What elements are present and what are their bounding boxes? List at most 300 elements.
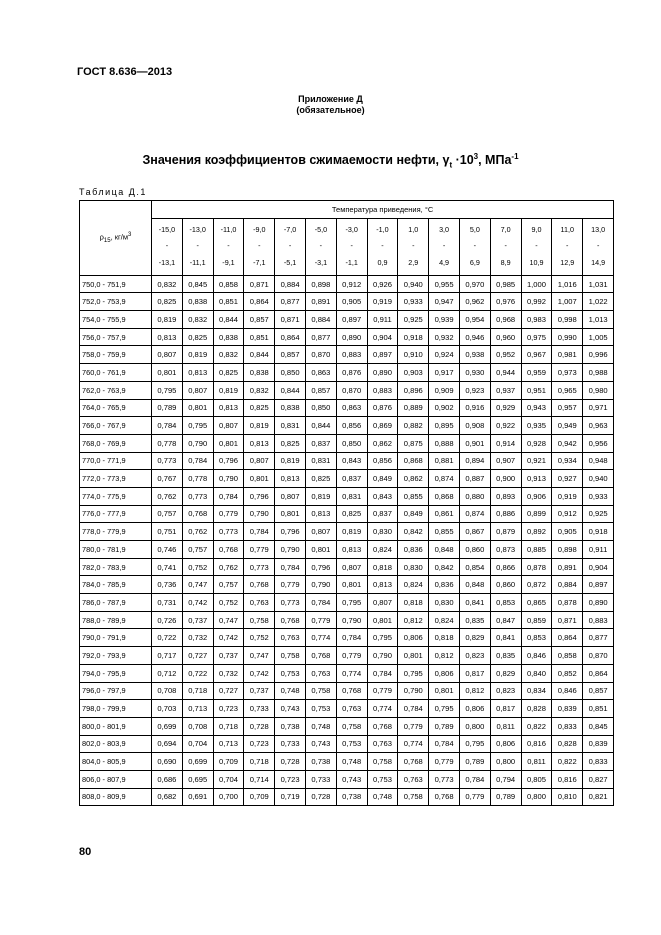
coefficient-cell: 0,801: [244, 470, 275, 488]
coefficient-cell: 0,801: [398, 647, 429, 665]
coefficient-cell: 0,784: [429, 735, 460, 753]
coefficient-cell: 0,985: [490, 275, 521, 293]
density-range-cell: 760,0 - 761,9: [80, 364, 152, 382]
coefficient-cell: 0,743: [336, 770, 367, 788]
coefficient-cell: 0,843: [336, 452, 367, 470]
density-range-cell: 774,0 - 775,9: [80, 487, 152, 505]
coefficient-cell: 0,784: [367, 664, 398, 682]
coefficient-cell: 0,807: [244, 452, 275, 470]
coefficient-cell: 0,827: [583, 770, 614, 788]
coefficient-cell: 0,813: [182, 364, 213, 382]
coefficient-cell: 0,851: [583, 700, 614, 718]
table-row: [80, 788, 614, 806]
coefficient-cell: 0,981: [552, 346, 583, 364]
coefficient-cell: 0,929: [490, 399, 521, 417]
coefficient-cell: 0,813: [244, 434, 275, 452]
coefficient-cell: 0,747: [244, 647, 275, 665]
coefficient-cell: 0,825: [275, 434, 306, 452]
coefficient-cell: 0,768: [244, 576, 275, 594]
coefficient-cell: 0,779: [244, 541, 275, 559]
coefficient-cell: 0,805: [521, 770, 552, 788]
coefficient-cell: 0,858: [552, 647, 583, 665]
coefficient-cell: 0,968: [490, 311, 521, 329]
coefficient-cell: 0,695: [182, 770, 213, 788]
coefficient-cell: 1,022: [583, 293, 614, 311]
coefficient-cell: 0,758: [275, 647, 306, 665]
coefficient-cell: 0,800: [490, 753, 521, 771]
coefficient-cell: 0,762: [152, 487, 183, 505]
coefficient-cell: 0,795: [429, 700, 460, 718]
coefficient-cell: 0,806: [490, 735, 521, 753]
coefficient-cell: 0,812: [459, 682, 490, 700]
density-range-cell: 762,0 - 763,9: [80, 381, 152, 399]
coefficient-cell: 0,818: [429, 629, 460, 647]
table-row: [80, 700, 614, 718]
range-end: 10,9: [529, 257, 544, 267]
table-row: [80, 470, 614, 488]
table-row: [80, 381, 614, 399]
coefficient-cell: 0,934: [552, 452, 583, 470]
title-subscript: t: [449, 160, 453, 170]
coefficient-cell: 0,813: [305, 505, 336, 523]
range-dash: -: [288, 241, 292, 251]
table-row: [80, 611, 614, 629]
coefficient-cell: 0,912: [552, 505, 583, 523]
coefficient-cell: 0,763: [367, 735, 398, 753]
coefficient-cell: 0,712: [152, 664, 183, 682]
coefficient-cell: 0,763: [305, 664, 336, 682]
coefficient-cell: 0,758: [398, 788, 429, 806]
coefficient-cell: 0,850: [305, 399, 336, 417]
coefficient-cell: 0,768: [367, 717, 398, 735]
coefficient-cell: 0,821: [583, 788, 614, 806]
coefficient-cell: 0,891: [305, 293, 336, 311]
table-row: [80, 452, 614, 470]
coefficient-cell: 0,862: [398, 470, 429, 488]
coefficient-cell: 0,909: [429, 381, 460, 399]
coefficient-cell: 0,825: [152, 293, 183, 311]
coefficient-cell: 0,733: [305, 770, 336, 788]
coefficient-cell: 0,727: [182, 647, 213, 665]
coefficient-cell: 0,824: [429, 611, 460, 629]
coefficient-cell: 0,738: [275, 717, 306, 735]
table-row: [80, 311, 614, 329]
coefficient-cell: 0,773: [244, 558, 275, 576]
coefficient-cell: 0,773: [182, 487, 213, 505]
coefficient-cell: 0,890: [336, 328, 367, 346]
coefficient-cell: 0,743: [275, 700, 306, 718]
coefficient-cell: 0,857: [583, 682, 614, 700]
coefficient-cell: 0,807: [182, 381, 213, 399]
coefficient-cell: 0,900: [490, 470, 521, 488]
coefficient-cell: 0,784: [244, 523, 275, 541]
coefficient-cell: 0,859: [521, 611, 552, 629]
coefficient-cell: 0,851: [213, 293, 244, 311]
coefficient-cell: 0,832: [213, 346, 244, 364]
coefficient-cell: 0,773: [152, 452, 183, 470]
density-range-cell: 802,0 - 803,9: [80, 735, 152, 753]
coefficient-cell: 0,832: [152, 275, 183, 293]
coefficient-cell: 0,844: [275, 381, 306, 399]
coefficient-cell: 0,774: [336, 664, 367, 682]
coefficient-cell: 0,813: [336, 541, 367, 559]
density-range-cell: 808,0 - 809,9: [80, 788, 152, 806]
table-row: [80, 328, 614, 346]
coefficient-cell: 0,967: [521, 346, 552, 364]
coefficient-cell: 0,863: [305, 364, 336, 382]
coefficient-cell: 0,795: [182, 417, 213, 435]
coefficient-cell: 0,825: [244, 399, 275, 417]
temperature-range-cell: [336, 218, 367, 275]
coefficient-cell: 0,789: [152, 399, 183, 417]
coefficient-cell: 0,823: [459, 647, 490, 665]
range-end: -7,1: [253, 257, 266, 267]
title-unit-exponent: -1: [511, 152, 519, 161]
coefficient-cell: 0,779: [429, 753, 460, 771]
density-range-cell: 792,0 - 793,9: [80, 647, 152, 665]
temperature-range-cell: [305, 218, 336, 275]
coefficient-cell: 0,917: [429, 364, 460, 382]
coefficient-cell: 0,856: [367, 452, 398, 470]
coefficient-cell: 0,694: [152, 735, 183, 753]
coefficient-cell: 0,975: [521, 328, 552, 346]
table-row: [80, 558, 614, 576]
coefficient-cell: 0,813: [213, 399, 244, 417]
coefficient-cell: 0,773: [275, 594, 306, 612]
coefficient-cell: 0,762: [213, 558, 244, 576]
coefficient-cell: 0,806: [398, 629, 429, 647]
coefficient-cell: 0,719: [275, 788, 306, 806]
range-dash: -: [504, 241, 507, 251]
coefficient-cell: 0,819: [182, 346, 213, 364]
table-row: [80, 523, 614, 541]
coefficient-cell: 0,861: [429, 505, 460, 523]
coefficient-cell: 0,857: [275, 346, 306, 364]
coefficient-cell: 0,784: [336, 629, 367, 647]
coefficient-cell: 0,779: [336, 647, 367, 665]
coefficient-cell: 0,736: [152, 576, 183, 594]
coefficient-cell: 0,790: [398, 682, 429, 700]
coefficient-cell: 0,874: [459, 505, 490, 523]
coefficient-cell: 0,848: [459, 576, 490, 594]
coefficient-cell: 0,865: [521, 594, 552, 612]
coefficient-cell: 0,828: [521, 700, 552, 718]
coefficient-cell: 0,784: [305, 594, 336, 612]
table-row: [80, 647, 614, 665]
range-end: -3,1: [314, 257, 328, 267]
coefficient-cell: 0,807: [152, 346, 183, 364]
coefficient-cell: 0,774: [398, 735, 429, 753]
coefficient-cell: 0,988: [583, 364, 614, 382]
coefficient-cell: 0,970: [459, 275, 490, 293]
coefficient-cell: 0,738: [305, 753, 336, 771]
coefficient-cell: 0,903: [398, 364, 429, 382]
coefficient-cell: 0,768: [429, 788, 460, 806]
coefficient-cell: 0,847: [490, 611, 521, 629]
range-dash: -: [165, 241, 169, 251]
coefficient-cell: 0,732: [213, 664, 244, 682]
coefficient-cell: 0,806: [459, 700, 490, 718]
coefficient-cell: 0,822: [521, 717, 552, 735]
range-end: 14,9: [591, 257, 606, 267]
coefficient-cell: 0,855: [429, 523, 460, 541]
density-range-cell: 778,0 - 779,9: [80, 523, 152, 541]
coefficient-cell: 0,743: [305, 735, 336, 753]
coefficient-cell: 0,883: [583, 611, 614, 629]
coefficient-cell: 0,933: [398, 293, 429, 311]
coefficient-cell: 0,852: [552, 664, 583, 682]
coefficient-cell: 0,717: [152, 647, 183, 665]
coefficient-cell: 0,841: [459, 594, 490, 612]
title-multiplier: ·10: [452, 153, 474, 168]
coefficient-cell: 0,825: [305, 470, 336, 488]
coefficient-cell: 0,784: [398, 700, 429, 718]
coefficient-cell: 0,849: [398, 505, 429, 523]
range-dash: -: [412, 241, 415, 251]
coefficient-cell: 0,801: [429, 682, 460, 700]
coefficient-cell: 0,904: [367, 328, 398, 346]
coefficient-cell: 0,856: [336, 417, 367, 435]
temperature-range-cell: [182, 218, 213, 275]
coefficient-cell: 0,774: [367, 700, 398, 718]
coefficient-cell: 0,894: [459, 452, 490, 470]
coefficient-cell: 0,876: [367, 399, 398, 417]
coefficient-cell: 0,845: [182, 275, 213, 293]
coefficient-cell: 0,949: [552, 417, 583, 435]
range-start: -13,0: [189, 224, 206, 234]
coefficient-cell: 0,758: [336, 717, 367, 735]
coefficient-cell: 0,913: [521, 470, 552, 488]
coefficient-cell: 0,819: [244, 417, 275, 435]
coefficient-cell: 0,763: [398, 770, 429, 788]
coefficient-cell: 0,952: [490, 346, 521, 364]
coefficient-cell: 0,748: [275, 682, 306, 700]
coefficient-cell: 0,811: [521, 753, 552, 771]
range-end: 8,9: [500, 257, 511, 267]
coefficient-cell: 0,905: [336, 293, 367, 311]
coefficient-cell: 0,779: [213, 505, 244, 523]
coefficient-cell: 0,867: [459, 523, 490, 541]
coefficient-cell: 0,822: [552, 753, 583, 771]
range-dash: -: [227, 241, 230, 251]
coefficient-cell: 0,927: [552, 470, 583, 488]
coefficient-cell: 0,890: [367, 364, 398, 382]
range-end: -1,1: [345, 257, 358, 267]
coefficient-cell: 0,757: [152, 505, 183, 523]
range-start: -1,0: [376, 224, 389, 234]
density-range-cell: 798,0 - 799,9: [80, 700, 152, 718]
coefficient-cell: 0,998: [552, 311, 583, 329]
coefficient-cell: 0,832: [244, 381, 275, 399]
coefficient-cell: 0,691: [182, 788, 213, 806]
coefficient-cell: 0,810: [552, 788, 583, 806]
coefficient-cell: 0,897: [583, 576, 614, 594]
coefficient-cell: 0,807: [213, 417, 244, 435]
coefficient-cell: 0,708: [152, 682, 183, 700]
coefficient-cell: 0,878: [552, 594, 583, 612]
coefficient-cell: 0,955: [429, 275, 460, 293]
range-dash: -: [258, 241, 261, 251]
coefficient-cell: 0,704: [182, 735, 213, 753]
coefficient-cell: 0,885: [521, 541, 552, 559]
coefficient-cell: 0,768: [305, 647, 336, 665]
title-text: Значения коэффициентов сжимаемости нефти, γ: [142, 153, 450, 168]
coefficient-cell: 0,795: [336, 594, 367, 612]
coefficient-cell: 0,887: [459, 470, 490, 488]
coefficient-cell: 0,844: [305, 417, 336, 435]
coefficient-cell: 0,926: [367, 275, 398, 293]
temperature-range-cell: [152, 218, 183, 275]
coefficient-cell: 0,844: [213, 311, 244, 329]
range-dash: -: [535, 241, 538, 251]
coefficient-cell: 0,768: [213, 541, 244, 559]
coefficient-cell: 0,818: [367, 558, 398, 576]
coefficient-cell: 0,845: [583, 717, 614, 735]
coefficient-cell: 0,874: [429, 470, 460, 488]
temperature-header: Температура приведения, °С: [152, 201, 614, 219]
temperature-range-cell: [367, 218, 398, 275]
coefficient-cell: 0,778: [152, 434, 183, 452]
coefficient-cell: 0,727: [213, 682, 244, 700]
range-dash: -: [566, 241, 569, 251]
coefficient-cell: 0,778: [182, 470, 213, 488]
temperature-range-cell: [213, 218, 244, 275]
coefficient-cell: 0,916: [459, 399, 490, 417]
coefficient-cell: 0,742: [213, 629, 244, 647]
coefficient-cell: 0,870: [583, 647, 614, 665]
coefficient-cell: 0,871: [552, 611, 583, 629]
coefficient-cell: 0,742: [182, 594, 213, 612]
coefficient-cell: 0,992: [521, 293, 552, 311]
coefficient-cell: 0,709: [244, 788, 275, 806]
coefficient-cell: 0,726: [152, 611, 183, 629]
coefficient-cell: 0,951: [521, 381, 552, 399]
temperature-range-cell: [552, 218, 583, 275]
coefficient-cell: 0,806: [429, 664, 460, 682]
coefficient-cell: 0,784: [213, 487, 244, 505]
table-row: [80, 770, 614, 788]
coefficient-cell: 0,828: [552, 735, 583, 753]
density-range-cell: 782,0 - 783,9: [80, 558, 152, 576]
appendix-status: (обязательное): [296, 105, 365, 115]
coefficient-cell: 0,883: [336, 346, 367, 364]
coefficient-cell: 0,774: [305, 629, 336, 647]
coefficient-cell: 0,844: [244, 346, 275, 364]
coefficient-cell: 0,807: [305, 523, 336, 541]
header-row-top: [80, 201, 614, 219]
coefficient-cell: 0,901: [459, 434, 490, 452]
coefficient-cell: 0,897: [336, 311, 367, 329]
range-start: 1,0: [408, 224, 419, 234]
range-start: -5,0: [314, 224, 328, 234]
coefficient-cell: 0,762: [182, 523, 213, 541]
coefficient-cell: 0,960: [490, 328, 521, 346]
coefficient-cell: 0,897: [367, 346, 398, 364]
range-dash: -: [473, 241, 477, 251]
coefficient-cell: 0,908: [459, 417, 490, 435]
coefficient-cell: 0,869: [367, 417, 398, 435]
coefficient-cell: 0,699: [182, 753, 213, 771]
coefficient-cell: 0,932: [429, 328, 460, 346]
coefficient-cell: 0,789: [490, 788, 521, 806]
coefficient-cell: 0,795: [459, 735, 490, 753]
coefficient-cell: 0,836: [429, 576, 460, 594]
coefficient-cell: 0,801: [336, 576, 367, 594]
coefficient-cell: 0,921: [521, 452, 552, 470]
coefficient-cell: 0,965: [552, 381, 583, 399]
range-end: -13,1: [158, 257, 176, 267]
density-header: $\rho_{15}$, $кг/м^3$: [80, 201, 152, 276]
coefficient-cell: 0,768: [275, 611, 306, 629]
coefficient-cell: 0,790: [336, 611, 367, 629]
coefficient-cell: 0,864: [275, 328, 306, 346]
coefficient-cell: 0,871: [275, 311, 306, 329]
coefficient-cell: 0,813: [275, 470, 306, 488]
coefficient-cell: 0,842: [398, 523, 429, 541]
coefficient-cell: 0,918: [583, 523, 614, 541]
range-end: 0,9: [377, 257, 388, 267]
range-start: 9,0: [531, 224, 542, 234]
page-number: 80: [79, 846, 92, 858]
coefficient-cell: 0,833: [583, 753, 614, 771]
coefficient-cell: 0,889: [398, 399, 429, 417]
coefficient-cell: 0,864: [244, 293, 275, 311]
coefficient-cell: 0,816: [552, 770, 583, 788]
coefficient-cell: 0,846: [552, 682, 583, 700]
coefficient-cell: 1,013: [583, 311, 614, 329]
coefficient-cell: 0,930: [459, 364, 490, 382]
coefficient-cell: 0,796: [305, 558, 336, 576]
temperature-range-cell: [244, 218, 275, 275]
coefficient-cell: 0,812: [398, 611, 429, 629]
coefficient-cell: 0,919: [552, 487, 583, 505]
range-start: 5,0: [469, 224, 480, 234]
coefficient-cell: 0,907: [490, 452, 521, 470]
coefficient-cell: 0,983: [521, 311, 552, 329]
coefficient-cell: 0,834: [521, 682, 552, 700]
coefficient-cell: 0,898: [305, 275, 336, 293]
coefficient-cell: 0,795: [367, 629, 398, 647]
title-exponent: 3: [473, 152, 479, 161]
coefficient-cell: 0,919: [367, 293, 398, 311]
table-row: [80, 434, 614, 452]
coefficient-cell: 0,893: [490, 487, 521, 505]
coefficient-cell: 0,784: [152, 417, 183, 435]
coefficient-cell: 0,746: [152, 541, 183, 559]
table-row: [80, 417, 614, 435]
coefficient-cell: 0,937: [490, 381, 521, 399]
table-row: [80, 541, 614, 559]
coefficient-cell: 0,801: [275, 505, 306, 523]
header-row-temperatures: [80, 218, 614, 275]
coefficient-cell: 0,899: [521, 505, 552, 523]
coefficient-cell: 0,860: [490, 576, 521, 594]
temperature-range-cell: [398, 218, 429, 275]
coefficient-cell: 0,757: [182, 541, 213, 559]
coefficient-cell: 0,963: [583, 417, 614, 435]
coefficient-cell: 0,704: [213, 770, 244, 788]
coefficient-cell: 0,728: [244, 717, 275, 735]
coefficient-cell: 0,940: [583, 470, 614, 488]
coefficient-cell: 0,748: [367, 788, 398, 806]
coefficient-cell: 0,732: [182, 629, 213, 647]
coefficient-cell: 0,753: [367, 770, 398, 788]
coefficient-cell: 0,825: [182, 328, 213, 346]
coefficient-cell: 0,789: [429, 717, 460, 735]
coefficient-cell: 0,794: [490, 770, 521, 788]
coefficient-cell: 0,779: [398, 717, 429, 735]
compressibility-table: [79, 200, 614, 806]
